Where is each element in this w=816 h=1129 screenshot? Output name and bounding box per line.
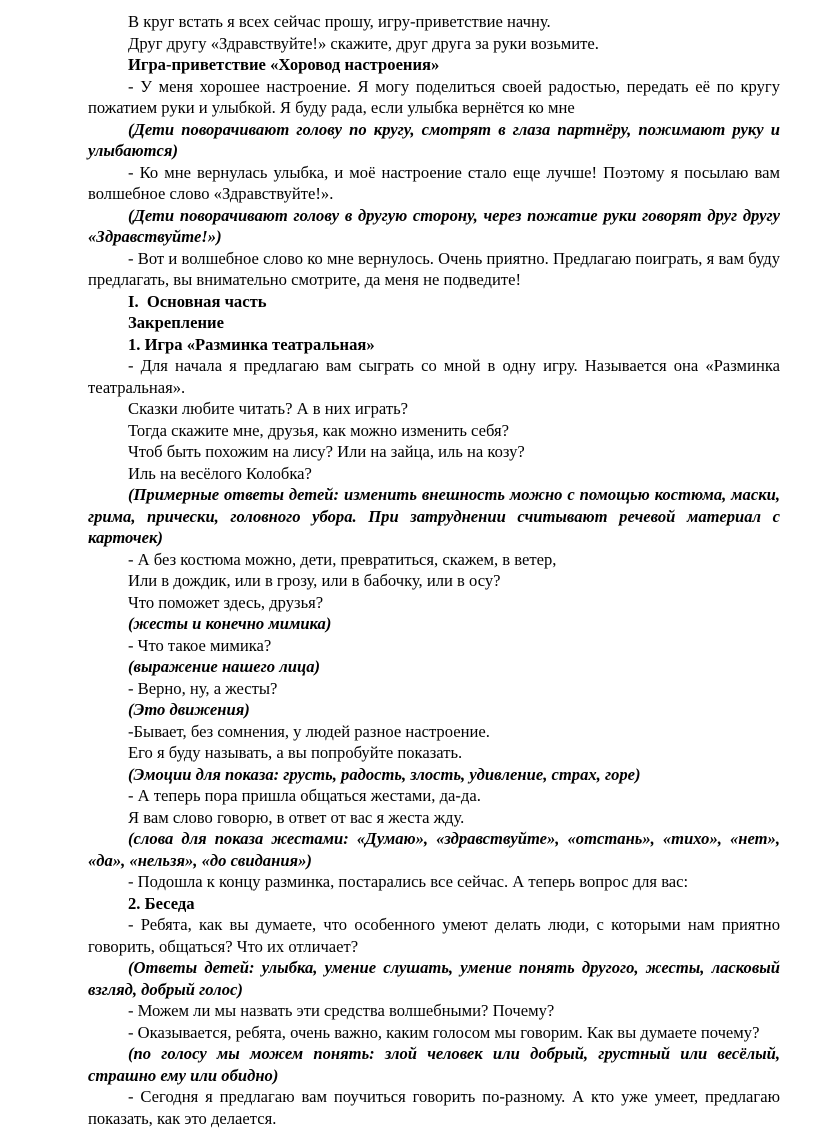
stage-direction: (Примерные ответы детей: изменить внешность можно с помощью костюма, маски, грима, прически, головного убора. При затруднении считывают речевой материал с карточек): [88, 485, 780, 547]
verse-line: Я вам слово говорю, в ответ от вас я жеста жду.: [128, 807, 465, 827]
verse-line: -Бывает, без сомнения, у людей разное настроение.: [128, 721, 490, 741]
paragraph: - Что такое мимика?: [128, 635, 272, 655]
verse-line: - А теперь пора пришла общаться жестами, да-да.: [128, 786, 481, 805]
verse-line: Его я буду называть, а вы попробуйте показать.: [128, 743, 463, 762]
verse-line: Тогда скажите мне, друзья, как можно изменить себя?: [128, 420, 509, 440]
paragraph: - Оказывается, ребята, очень важно, каким голосом мы говорим. Как вы думаете почему?: [128, 1022, 760, 1042]
section-heading: Закрепление: [128, 313, 224, 332]
stage-direction: (Ответы детей: улыбка, умение слушать, умение понять другого, жесты, ласковый взгляд, добрый голос): [88, 958, 780, 999]
stage-direction: (Эмоции для показа: грусть, радость, злость, удивление, страх, горе): [128, 764, 641, 784]
verse-line: Иль на весёлого Колобка?: [128, 463, 312, 483]
paragraph: - Для начала я предлагаю вам сыграть со мной в одну игру. Называется она «Разминка театральная».: [88, 356, 780, 397]
paragraph: - Верно, ну, а жесты?: [128, 678, 278, 698]
verse-line: Или в дождик, или в грозу, или в бабочку, или в осу?: [128, 571, 501, 590]
stage-direction: (жесты и конечно мимика): [128, 614, 332, 633]
verse-line: Сказки любите читать? А в них играть?: [128, 399, 409, 418]
paragraph: - Вот и волшебное слово ко мне вернулось. Очень приятно. Предлагаю поиграть, я вам буду предлагать, вы внимательно смотрите, да меня не подведите!: [88, 248, 780, 289]
stage-direction: (слова для показа жестами: «Думаю», «здравствуйте», «отстань», «тихо», «нет», «да», «нельзя», «до свидания»): [88, 829, 780, 870]
paragraph: - Ко мне вернулась улыбка, и моё настроение стало еще лучше! Поэтому я посылаю вам волшебное слово «Здравствуйте!».: [88, 162, 780, 203]
paragraph: - Ребята, как вы думаете, что особенного умеют делать люди, с которыми нам приятно говорить, общаться? Что их отличает?: [88, 915, 780, 956]
paragraph: - У меня хорошее настроение. Я могу поделиться своей радостью, передать её по кругу пожатием руки и улыбкой. Я буду рада, если улыбка вернётся ко мне: [88, 76, 780, 117]
stage-direction: (Дети поворачивают голову по кругу, смотрят в глаза партнёру, пожимают руку и улыбаются): [88, 119, 780, 160]
verse-line: - А без костюма можно, дети, превратиться, скажем, в ветер,: [128, 549, 557, 569]
verse-line: Чтоб быть похожим на лису? Или на зайца, иль на козу?: [128, 442, 525, 461]
stage-direction: (Это движения): [128, 700, 250, 719]
paragraph: - Сегодня я предлагаю вам поучиться говорить по-разному. А кто уже умеет, предлагаю показать, как это делается.: [88, 1087, 780, 1128]
paragraph: - Подошла к концу разминка, постарались все сейчас. А теперь вопрос для вас:: [128, 872, 689, 891]
paragraph: В круг встать я всех сейчас прошу, игру-приветствие начну.: [128, 12, 551, 31]
section-heading-main-part: I. Основная часть: [128, 291, 267, 311]
section-heading: 1. Игра «Разминка театральная»: [128, 334, 375, 354]
section-heading: Игра-приветствие «Хоровод настроения»: [128, 55, 440, 74]
verse-line: Что поможет здесь, друзья?: [128, 592, 324, 612]
stage-direction: (по голосу мы можем понять: злой человек или добрый, грустный или весёлый, страшно ему или обидно): [88, 1044, 780, 1085]
section-heading: 2. Беседа: [128, 893, 195, 913]
stage-direction: (выражение нашего лица): [128, 657, 321, 676]
paragraph: Друг другу «Здравствуйте!» скажите, друг друга за руки возьмите.: [128, 33, 599, 53]
stage-direction: (Дети поворачивают голову в другую сторону, через пожатие руки говорят друг другу «Здравствуйте!»): [88, 205, 780, 246]
paragraph: - Можем ли мы назвать эти средства волшебными? Почему?: [128, 1001, 555, 1020]
